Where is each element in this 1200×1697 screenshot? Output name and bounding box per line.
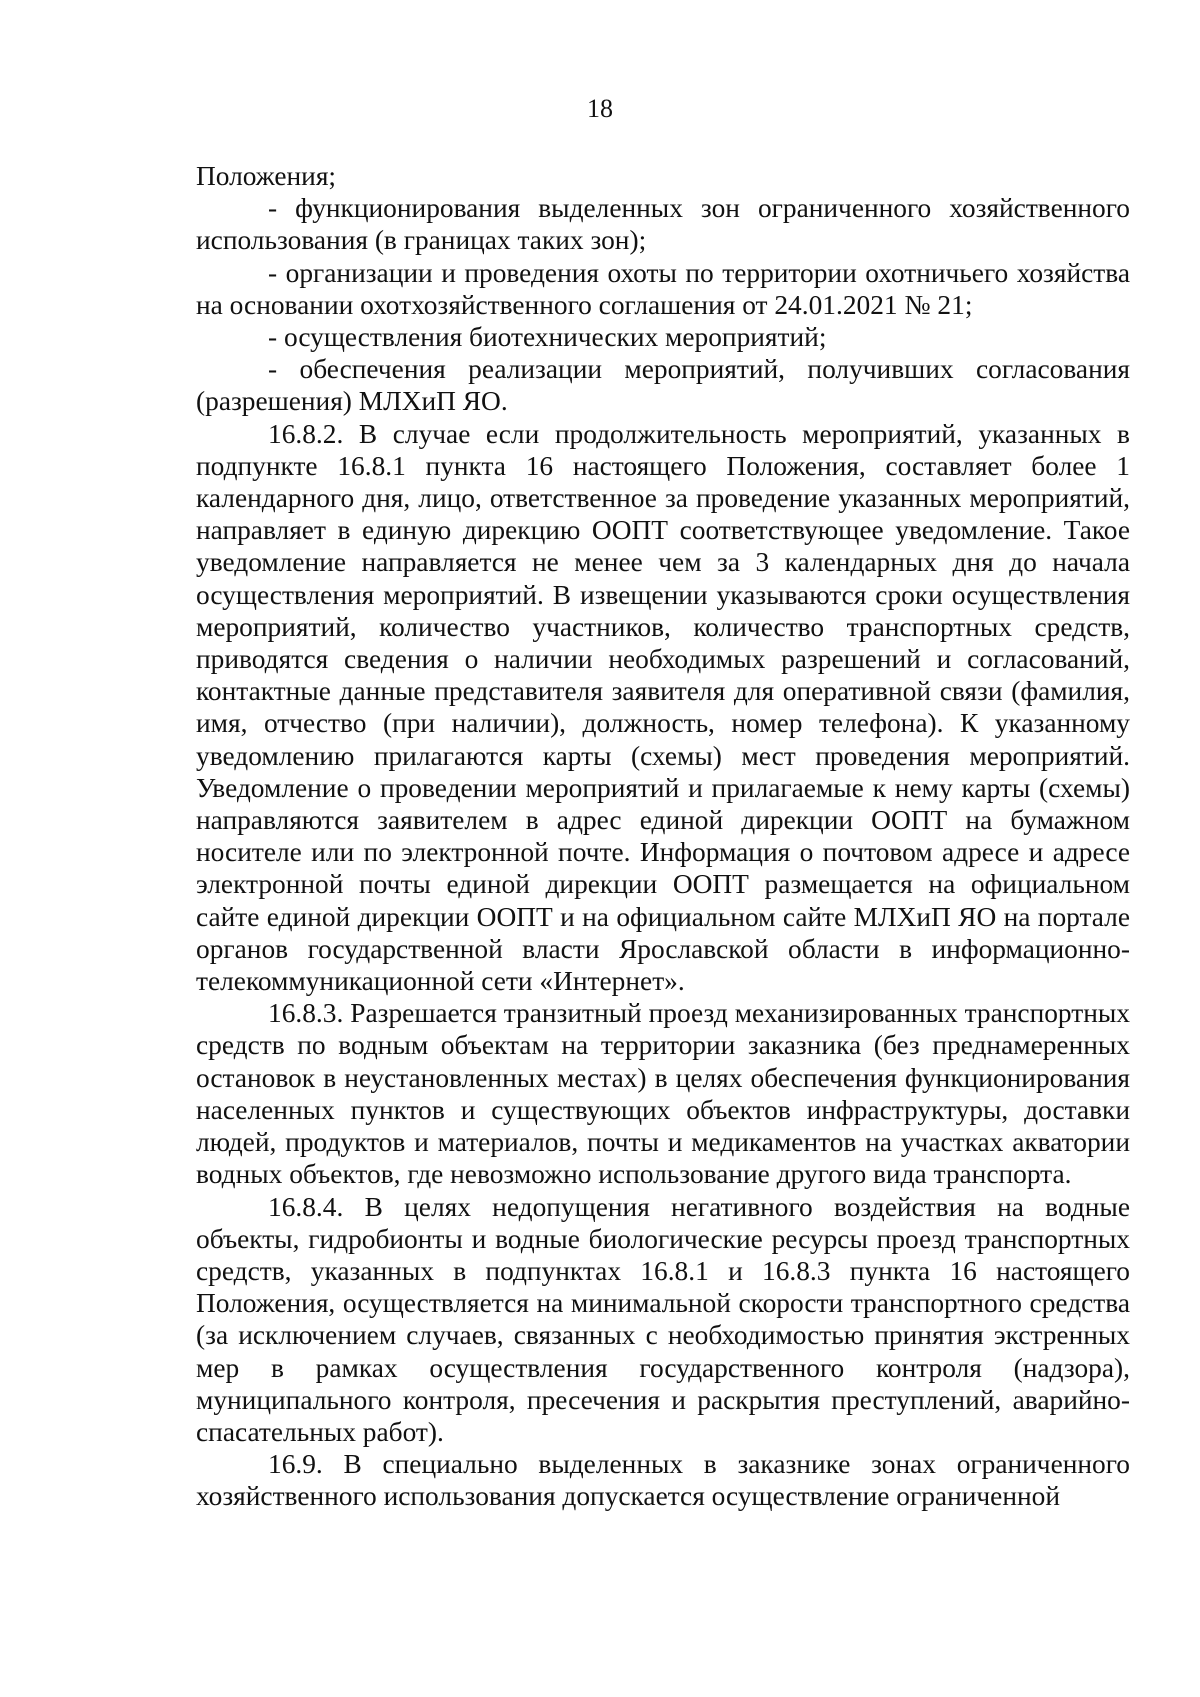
paragraph-continuation: Положения; bbox=[196, 161, 337, 191]
list-item-zones: - функционирования выделенных зон ограниченного хозяйственного использования (в границах таких зон); bbox=[196, 193, 1130, 256]
clause-16-8-2: 16.8.2. В случае если продолжительность мероприятий, указанных в подпункте 16.8.1 пункта 16 настоящего Положения, составляет более 1 календарного дня, лицо, ответственное за проведение указанных мероприятий, направляет в единую дирекцию ООПТ соответствующее уведомление. Такое уведомление направляется не менее чем за 3 календарных дня до начала осуществления мероприятий. В извещении указываются сроки осуществления мероприятий, количество участников, количество транспортных средств, приводятся сведения о наличии необходимых разрешений и согласований, контактные данные представителя заявителя для оперативной связи (фамилия, имя, отчество (при наличии), должность, номер телефона). К указанному уведомлению прилагаются карты (схемы) мест проведения мероприятий. Уведомление о проведении мероприятий и прилагаемые к нему карты (схемы) направляются заявителем в адрес единой дирекции ООПТ на бумажном носителе или по электронной почте. Информация о почтовом адресе и адресе электронной почты единой дирекции ООПТ размещается на официальном сайте единой дирекции ООПТ и на официальном сайте МЛХиП ЯО на портале органов государственной власти Ярославской области в информационно-телекоммуникационной сети «Интернет». bbox=[196, 418, 1130, 997]
clause-16-8-3: 16.8.3. Разрешается транзитный проезд механизированных транспортных средств по водным объектам на территории заказника (без преднамеренных остановок в неустановленных местах) в целях обеспечения функционирования населенных пунктов и существующих объектов инфраструктуры, доставки людей, продуктов и материалов, почты и медикаментов на участках акватории водных объектов, где невозможно использование другого вида транспорта. bbox=[196, 998, 1130, 1190]
clause-16-8-4: 16.8.4. В целях недопущения негативного воздействия на водные объекты, гидробионты и водные биологические ресурсы проезд транспортных средств, указанных в подпунктах 16.8.1 и 16.8.3 пункта 16 настоящего Положения, осуществляется на минимальной скорости транспортного средства (за исключением случаев, связанных с необходимостью принятия экстренных мер в рамках осуществления государственного контроля (надзора), муниципального контроля, пресечения и раскрытия преступлений, аварийно-спасательных работ). bbox=[196, 1191, 1130, 1447]
page-number: 18 bbox=[587, 94, 613, 123]
list-item-biotechnical: - осуществления биотехнических мероприятий; bbox=[268, 322, 827, 353]
list-item-approved-measures: - обеспечения реализации мероприятий, получивших согласования (разрешения) МЛХиП ЯО. bbox=[196, 354, 1130, 417]
list-item-hunting: - организации и проведения охоты по территории охотничьего хозяйства на основании охотхозяйственного соглашения от 24.01.2021 № 21; bbox=[196, 257, 1130, 320]
clause-16-9: 16.9. В специально выделенных в заказнике зонах ограниченного хозяйственного использования допускается осуществление ограниченной bbox=[196, 1449, 1130, 1512]
document-body bbox=[196, 160, 1130, 1513]
